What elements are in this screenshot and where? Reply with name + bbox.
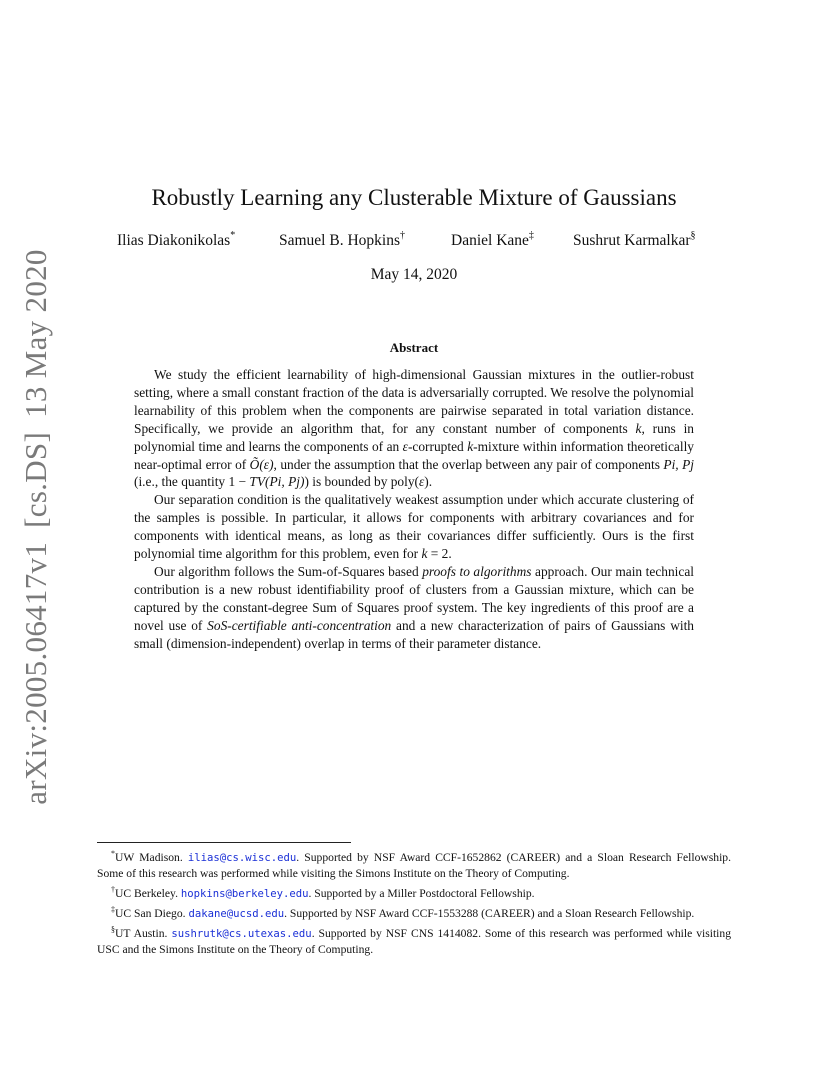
text-run: We study the efficient learnability of high-dimensional Gaussian mixtures in the outlier-robust setting, where a small constant fraction of the data is adversarially corrupted. We resolve the polynomial learnability of this problem when the components are pairwise separated in total variation distance. Specifically, we provide an algorithm that, for any constant number of components bbox=[134, 367, 694, 436]
text-run: -corrupted bbox=[407, 438, 468, 454]
text-run: Our algorithm follows the Sum-of-Squares based bbox=[154, 563, 423, 579]
abstract-heading: Abstract bbox=[389, 340, 439, 355]
footnote-mark: * bbox=[111, 849, 115, 858]
footnote-affiliation: UW Madison. bbox=[115, 851, 188, 864]
footnote-affiliation: UC San Diego. bbox=[115, 907, 189, 920]
footnote-affiliation: UC Berkeley. bbox=[115, 887, 181, 900]
footnote-text: . Supported by NSF CNS 1414082. Some of this research was performed while visiting USC and the Simons Institute on the Theory of Computing. bbox=[97, 927, 731, 956]
paper-title: Robustly Learning any Clusterable Mixture of Gaussians bbox=[151, 185, 677, 211]
email-link[interactable]: dakane@ucsd.edu bbox=[188, 908, 285, 920]
math-expression: Õ(ε) bbox=[249, 456, 274, 472]
footnote-3 bbox=[97, 902, 731, 922]
footnote-mark: § bbox=[111, 925, 115, 934]
footnote-mark: † bbox=[111, 885, 115, 894]
author-name: Daniel Kane bbox=[451, 232, 529, 249]
text-run: (i.e., the quantity 1 − bbox=[134, 474, 250, 490]
text-run: and a new characterization of pairs of Gaussians with small (dimension-independent) overlap in terms of their parameter distance. bbox=[134, 617, 694, 651]
author-footnote-mark[interactable]: ‡ bbox=[528, 230, 534, 241]
author-footnote-mark[interactable]: § bbox=[690, 230, 696, 241]
author-4 bbox=[573, 230, 696, 250]
email-link[interactable]: hopkins@berkeley.edu bbox=[180, 888, 309, 900]
abstract-paragraph-1 bbox=[134, 366, 694, 491]
text-run: Our separation condition is the qualitatively weakest assumption under which accurate clustering of the samples is possible. In particular, it allows for components with arbitrary covariances and for components with identical means, as long as their covariances differ sufficiently. Ours is the first polynomial time algorithm for this problem, even for bbox=[134, 492, 694, 562]
footnotes bbox=[97, 846, 731, 958]
footnote-text: . Supported by NSF Award CCF-1553288 (CAREER) and a Sloan Research Fellowship. bbox=[284, 907, 695, 920]
author-3 bbox=[451, 230, 534, 250]
math-var: ε bbox=[419, 474, 425, 490]
abstract-paragraph-3 bbox=[134, 563, 694, 653]
arxiv-id[interactable]: arXiv:2005.06417v1 bbox=[18, 541, 53, 805]
footnote-2 bbox=[97, 882, 731, 902]
footnote-text: . Supported by NSF Award CCF-1652862 (CAREER) and a Sloan Research Fellowship. Some of this research was performed while visiting the Simons Institute on the Theory of Computing. bbox=[97, 851, 731, 880]
math-var: ε bbox=[402, 438, 408, 454]
author-name: Samuel B. Hopkins bbox=[279, 232, 400, 249]
math-expression: TV(Pi, Pj) bbox=[249, 474, 305, 490]
abstract-paragraph-2 bbox=[134, 491, 694, 563]
text-run: = 2. bbox=[427, 546, 452, 562]
math-var: k bbox=[635, 420, 642, 436]
author-2 bbox=[279, 230, 405, 250]
arxiv-side-stamp bbox=[18, 249, 54, 804]
author-name: Ilias Diakonikolas bbox=[117, 232, 231, 249]
math-var: k bbox=[467, 438, 474, 454]
math-var: k bbox=[421, 546, 428, 562]
arxiv-date: 13 May 2020 bbox=[18, 249, 53, 418]
abstract-body bbox=[134, 366, 694, 653]
author-footnote-mark[interactable]: † bbox=[400, 230, 405, 241]
footnote-4 bbox=[97, 922, 731, 958]
footnote-affiliation: UT Austin. bbox=[115, 927, 172, 940]
text-run: approach. Our main technical contribution is a new robust identifiability proof of clusters from a Gaussian mixture, which can be captured by the constant-degree Sum of Squares proof system. The key ingredients of this proof are a novel use of bbox=[134, 563, 694, 633]
text-run: , runs in polynomial time and learns the components of an bbox=[134, 420, 694, 454]
footnote-text: . Supported by a Miller Postdoctoral Fellowship. bbox=[308, 887, 535, 900]
emphasis: SoS-certifiable anti-concentration bbox=[207, 617, 392, 633]
footnote-mark: ‡ bbox=[111, 905, 115, 914]
footnote-1 bbox=[97, 846, 731, 882]
footnote-divider bbox=[97, 842, 351, 843]
paper-date: May 14, 2020 bbox=[370, 266, 458, 283]
text-run: ). bbox=[424, 474, 433, 490]
text-run: , under the assumption that the overlap between any pair of components bbox=[273, 456, 664, 472]
math-expression: Pi, Pj bbox=[663, 456, 695, 472]
author-1 bbox=[117, 230, 235, 250]
author-name: Sushrut Karmalkar bbox=[573, 232, 691, 249]
text-run: -mixture within information theoretically near-optimal error of bbox=[134, 438, 694, 472]
email-link[interactable]: ilias@cs.wisc.edu bbox=[187, 852, 297, 864]
email-link[interactable]: sushrutk@cs.utexas.edu bbox=[171, 928, 312, 940]
arxiv-category: [cs.DS] bbox=[18, 431, 53, 528]
author-footnote-mark[interactable]: * bbox=[230, 230, 236, 241]
emphasis: proofs to algorithms bbox=[422, 563, 532, 579]
text-run: ) is bounded by poly( bbox=[304, 474, 420, 490]
